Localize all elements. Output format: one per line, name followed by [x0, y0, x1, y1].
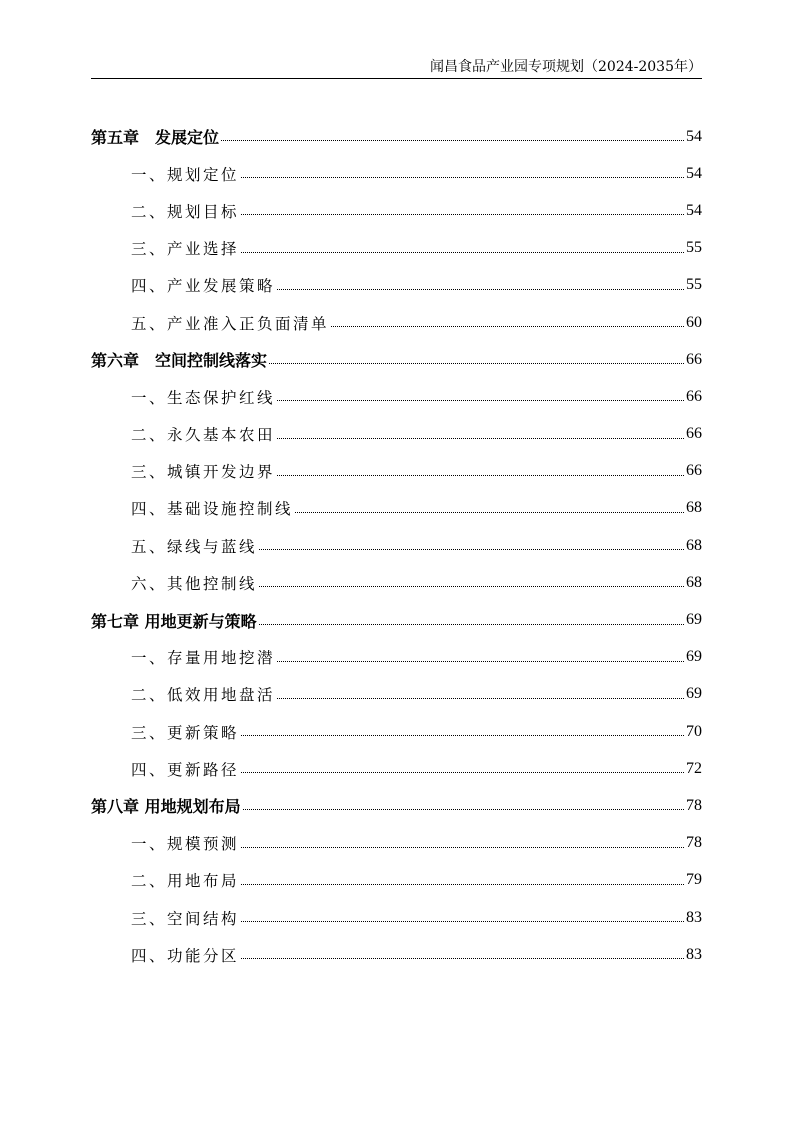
toc-entry-label: 四、产业发展策略: [131, 277, 276, 296]
toc-page-number: 69: [686, 685, 702, 703]
toc-page-number: 55: [686, 239, 702, 257]
toc-page-number: 78: [686, 834, 702, 852]
toc-page-number: 66: [686, 350, 702, 368]
toc-entry-label: 三、更新策略: [131, 723, 240, 742]
toc-entry-label: 四、更新路径: [131, 760, 240, 779]
toc-dot-leader: [259, 549, 684, 550]
toc-section-entry[interactable]: [91, 527, 702, 564]
toc-entry-label: 四、功能分区: [131, 946, 240, 965]
toc-entry-label: 二、永久基本农田: [131, 426, 276, 445]
toc-section-entry[interactable]: [91, 490, 702, 527]
toc-entry-label: 五、产业准入正负面清单: [131, 314, 330, 333]
toc-page-number: 66: [686, 425, 702, 443]
toc-entry-label: 一、存量用地挖潜: [131, 649, 276, 668]
toc-page-number: 66: [686, 387, 702, 405]
toc-section-entry[interactable]: [91, 936, 702, 973]
toc-entry-label: 三、空间结构: [131, 909, 240, 928]
toc-dot-leader: [277, 661, 684, 662]
toc-dot-leader: [295, 512, 684, 513]
toc-dot-leader: [277, 698, 684, 699]
toc-entry-label: 三、产业选择: [131, 240, 240, 259]
toc-page-number: 70: [686, 722, 702, 740]
toc-entry-label: 二、低效用地盘活: [131, 686, 276, 705]
toc-section-entry[interactable]: [91, 267, 702, 304]
toc-page-number: 55: [686, 276, 702, 294]
toc-section-entry[interactable]: [91, 676, 702, 713]
toc-dot-leader: [221, 140, 684, 141]
toc-section-entry[interactable]: [91, 416, 702, 453]
document-title: 闻昌食品产业园专项规划（2024-2035年）: [430, 59, 702, 75]
toc-entry-label: 五、绿线与蓝线: [131, 537, 258, 556]
toc-page-number: 60: [686, 313, 702, 331]
toc-dot-leader: [277, 289, 684, 290]
toc-page-number: 68: [686, 499, 702, 517]
toc-section-entry[interactable]: [91, 378, 702, 415]
toc-dot-leader: [331, 326, 684, 327]
toc-dot-leader: [241, 177, 684, 178]
toc-section-entry[interactable]: [91, 304, 702, 341]
toc-dot-leader: [241, 847, 684, 848]
toc-section-entry[interactable]: [91, 192, 702, 229]
toc-page-number: 68: [686, 536, 702, 554]
toc-entry-label: 六、其他控制线: [131, 574, 258, 593]
toc-page-number: 54: [686, 164, 702, 182]
toc-dot-leader: [259, 586, 684, 587]
toc-entry-label: 第五章 发展定位: [91, 128, 220, 148]
toc-entry-label: 二、用地布局: [131, 872, 240, 891]
toc-dot-leader: [241, 252, 684, 253]
toc-section-entry[interactable]: [91, 564, 702, 601]
toc-page-number: 72: [686, 759, 702, 777]
toc-entry-label: 三、城镇开发边界: [131, 463, 276, 482]
toc-section-entry[interactable]: [91, 230, 702, 267]
toc-page-number: 79: [686, 871, 702, 889]
toc-chapter-entry[interactable]: [91, 601, 702, 638]
toc-page-number: 68: [686, 573, 702, 591]
toc-entry-label: 第八章 用地规划布局: [91, 797, 241, 817]
toc-dot-leader: [259, 624, 684, 625]
toc-section-entry[interactable]: [91, 750, 702, 787]
toc-dot-leader: [277, 438, 684, 439]
toc-section-entry[interactable]: [91, 155, 702, 192]
toc-dot-leader: [277, 475, 684, 476]
toc-page-number: 78: [686, 796, 702, 814]
toc-entry-label: 一、规模预测: [131, 835, 240, 854]
toc-section-entry[interactable]: [91, 862, 702, 899]
toc-chapter-entry[interactable]: [91, 118, 702, 155]
toc-page-number: 83: [686, 908, 702, 926]
toc-dot-leader: [241, 921, 684, 922]
toc-page-number: 66: [686, 462, 702, 480]
toc-chapter-entry[interactable]: [91, 787, 702, 824]
table-of-contents: [91, 118, 702, 973]
toc-page-number: 54: [686, 201, 702, 219]
toc-dot-leader: [269, 363, 684, 364]
toc-entry-label: 四、基础设施控制线: [131, 500, 294, 519]
toc-entry-label: 一、规划定位: [131, 165, 240, 184]
toc-dot-leader: [277, 400, 684, 401]
page-header: [91, 56, 702, 76]
header-divider: [91, 78, 702, 79]
toc-dot-leader: [241, 735, 684, 736]
toc-page-number: 69: [686, 611, 702, 629]
toc-dot-leader: [241, 772, 684, 773]
toc-entry-label: 一、生态保护红线: [131, 388, 276, 407]
toc-section-entry[interactable]: [91, 453, 702, 490]
toc-entry-label: 第七章 用地更新与策略: [91, 611, 257, 631]
toc-section-entry[interactable]: [91, 639, 702, 676]
toc-dot-leader: [243, 809, 684, 810]
toc-entry-label: 第六章 空间控制线落实: [91, 351, 268, 371]
toc-section-entry[interactable]: [91, 713, 702, 750]
toc-dot-leader: [241, 214, 684, 215]
toc-page-number: 83: [686, 945, 702, 963]
toc-page-number: 54: [686, 127, 702, 145]
toc-page-number: 69: [686, 648, 702, 666]
toc-chapter-entry[interactable]: [91, 341, 702, 378]
toc-section-entry[interactable]: [91, 899, 702, 936]
toc-dot-leader: [241, 958, 684, 959]
toc-section-entry[interactable]: [91, 825, 702, 862]
toc-dot-leader: [241, 884, 684, 885]
toc-entry-label: 二、规划目标: [131, 202, 240, 221]
